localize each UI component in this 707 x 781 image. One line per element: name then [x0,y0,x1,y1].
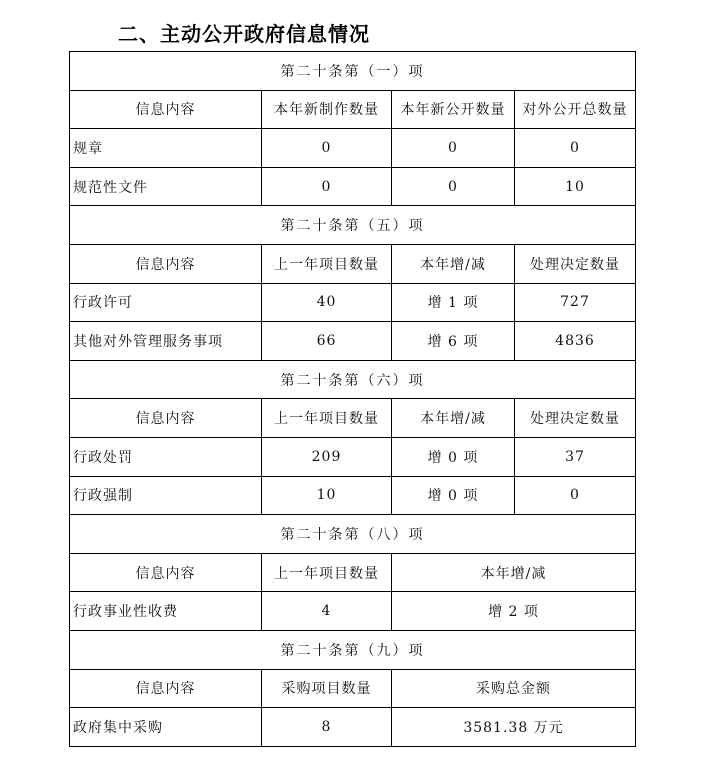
header-row [70,399,636,438]
value-cell: 3581.38 万元 [392,708,636,747]
table-row [70,708,636,747]
table-row [70,437,636,476]
value-cell: 10 [262,476,392,515]
value-cell: 4 [262,592,392,631]
value-cell: 40 [262,283,392,322]
page-title: 二、主动公开政府信息情况 [118,22,370,46]
value-cell: 0 [392,167,515,206]
table-row [70,322,636,361]
section-title-row [70,630,636,669]
item-name-cell: 规范性文件 [70,167,262,206]
table-row [70,283,636,322]
header-cell: 对外公开总数量 [515,90,636,129]
section-title-row [70,360,636,399]
header-cell: 处理决定数量 [515,244,636,283]
header-cell: 本年增/减 [392,553,636,592]
value-cell: 66 [262,322,392,361]
item-name-cell: 规章 [70,129,262,168]
item-name-cell: 其他对外管理服务事项 [70,322,262,361]
value-cell: 0 [262,167,392,206]
header-cell: 本年增/减 [392,244,515,283]
header-cell: 信息内容 [70,669,262,708]
header-cell: 信息内容 [70,399,262,438]
value-cell: 37 [515,437,636,476]
table-row [70,476,636,515]
value-cell: 10 [515,167,636,206]
value-cell: 0 [392,129,515,168]
section-title-row [70,52,636,91]
item-name-cell: 行政强制 [70,476,262,515]
value-cell: 增 0 项 [392,476,515,515]
header-row [70,553,636,592]
item-name-cell: 政府集中采购 [70,708,262,747]
item-name-cell: 行政许可 [70,283,262,322]
header-cell: 信息内容 [70,553,262,592]
header-cell: 上一年项目数量 [262,553,392,592]
header-row [70,90,636,129]
value-cell: 4836 [515,322,636,361]
value-cell: 增 2 项 [392,592,636,631]
value-cell: 增 6 项 [392,322,515,361]
value-cell: 0 [515,476,636,515]
value-cell: 增 0 项 [392,437,515,476]
value-cell: 0 [515,129,636,168]
section-title: 第二十条第（九）项 [70,630,636,669]
table-row [70,129,636,168]
header-cell: 信息内容 [70,244,262,283]
section-title: 第二十条第（六）项 [70,360,636,399]
header-cell: 上一年项目数量 [262,244,392,283]
value-cell: 增 1 项 [392,283,515,322]
section-title: 第二十条第（八）项 [70,515,636,554]
item-name-cell: 行政事业性收费 [70,592,262,631]
header-cell: 本年新制作数量 [262,90,392,129]
value-cell: 8 [262,708,392,747]
value-cell: 727 [515,283,636,322]
header-cell: 采购项目数量 [262,669,392,708]
header-cell: 本年新公开数量 [392,90,515,129]
header-cell: 采购总金额 [392,669,636,708]
disclosure-table [69,51,636,747]
table-row [70,592,636,631]
header-row [70,244,636,283]
value-cell: 0 [262,129,392,168]
header-cell: 本年增/减 [392,399,515,438]
value-cell: 209 [262,437,392,476]
section-title-row [70,206,636,245]
table-row [70,167,636,206]
header-cell: 信息内容 [70,90,262,129]
item-name-cell: 行政处罚 [70,437,262,476]
section-title: 第二十条第（一）项 [70,52,636,91]
header-row [70,669,636,708]
header-cell: 上一年项目数量 [262,399,392,438]
header-cell: 处理决定数量 [515,399,636,438]
section-title-row [70,515,636,554]
section-title: 第二十条第（五）项 [70,206,636,245]
